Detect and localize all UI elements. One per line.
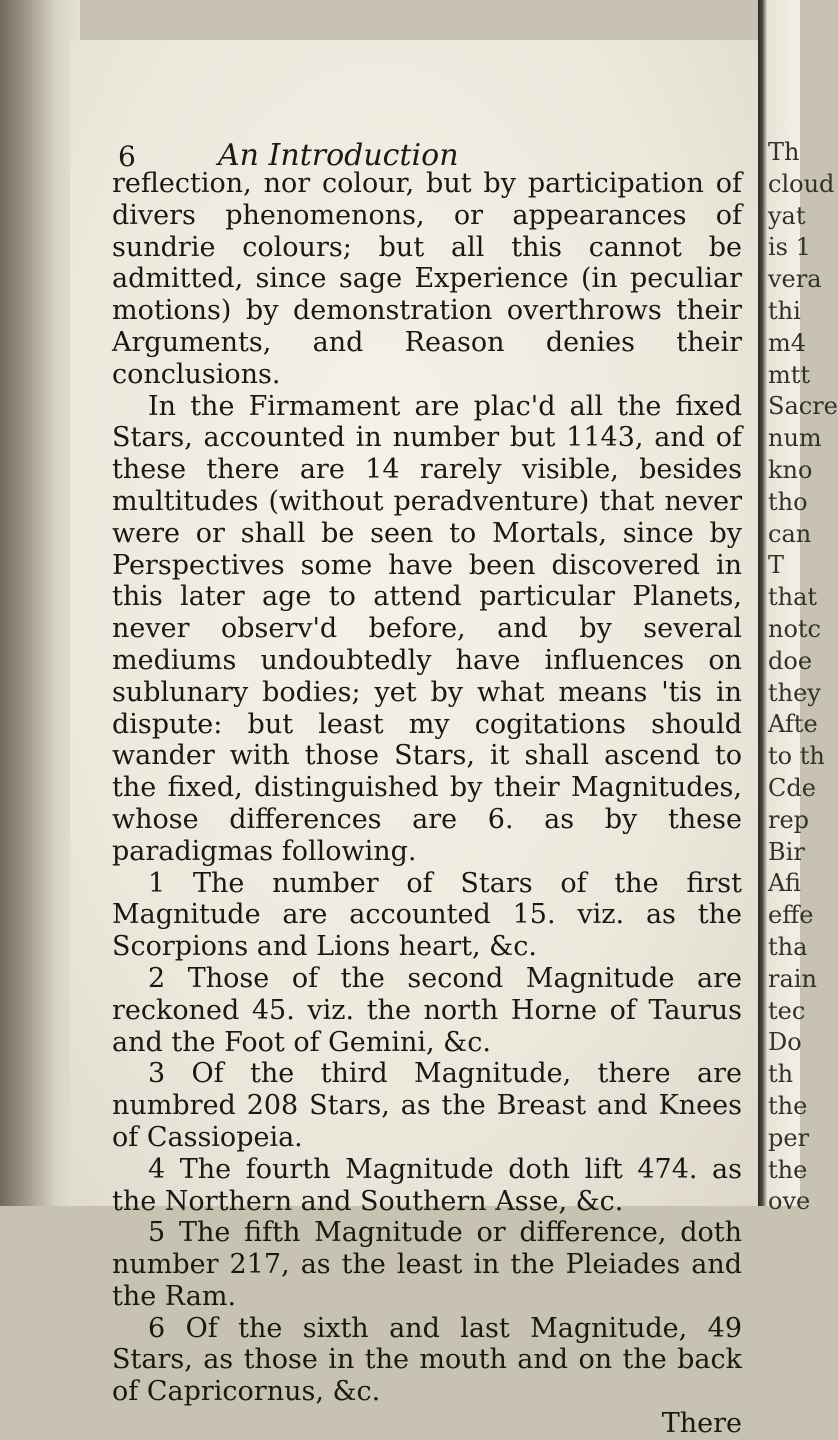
facing-page-fragment: num bbox=[768, 424, 822, 453]
paragraph: 1 The number of Stars of the first Magnitude are accounted 15. viz. as the Scorpions and Lions heart, &c. bbox=[112, 867, 742, 963]
paragraph: In the Firmament are plac'd all the fixed Stars, accounted in number but 1143, and of these there are 14 rarely visible, besides multitudes (without peradventure) that never were or shall be seen to Mortals, since by Perspectives some have been discovered in this later age to attend particular Planets, never observ'd before, and by several mediums undoubtedly have influences on sublunary bodies; yet by what means 'tis in dispute: but least my cogitations should wander with those Stars, it shall ascend to the fixed, distinguished by their Magnitudes, whose differences are 6. as by these paradigmas following. bbox=[112, 390, 742, 867]
facing-page-fragment: T bbox=[768, 551, 785, 580]
facing-page-fragment: thi bbox=[768, 297, 801, 325]
paragraph: 2 Those of the second Magnitude are reckoned 45. viz. the north Horne of Taurus and the Foot of Gemini, &c. bbox=[112, 962, 742, 1058]
facing-page-fragment: Th bbox=[768, 138, 800, 166]
catchword: There bbox=[661, 1408, 742, 1440]
facing-page-fragment: can bbox=[768, 519, 812, 548]
body-text bbox=[112, 168, 742, 1440]
facing-page-fragment: Afte bbox=[768, 710, 818, 739]
facing-page-fragment: Sacre bbox=[768, 392, 838, 421]
facing-page-fragment: vera bbox=[768, 265, 822, 294]
facing-page-fragment: rep bbox=[768, 805, 810, 834]
facing-page-fragment: tha bbox=[768, 933, 808, 961]
facing-page-fragment: they bbox=[768, 678, 821, 707]
paragraph: reflection, nor colour, but by participation of divers phenomenons, or appearances of sundrie colours; but all this cannot be admitted, since sage Experience (in peculiar motions) by demonstration overthrows their Arguments, and Reason denies their conclusions. bbox=[112, 168, 742, 390]
facing-page-fragment: notc bbox=[768, 615, 821, 643]
paragraph: 3 Of the third Magnitude, there are numbred 208 Stars, as the Breast and Knees of Cassiopeia. bbox=[112, 1058, 742, 1153]
facing-page-fragment: doe bbox=[768, 646, 813, 675]
facing-page-fragment: ove bbox=[768, 1187, 811, 1216]
running-title: An Introduction bbox=[218, 138, 459, 173]
facing-page-fragment: tho bbox=[768, 487, 808, 516]
facing-page-fragment: is 1 bbox=[768, 233, 811, 262]
facing-page-fragment: Do bbox=[768, 1028, 802, 1057]
page-number: 6 bbox=[118, 140, 136, 173]
facing-page-fragment: to th bbox=[768, 742, 825, 771]
facing-page-fragment: th bbox=[768, 1060, 794, 1089]
paragraph: 6 Of the sixth and last Magnitude, 49 Stars, as those in the mouth and on the back of Capricornus, &c. bbox=[112, 1312, 742, 1408]
facing-page-fragment: rain bbox=[768, 964, 817, 993]
facing-page-fragment: effe bbox=[768, 901, 814, 930]
facing-page-fragment: m4 bbox=[768, 328, 807, 357]
facing-page-fragment: Cde bbox=[768, 774, 816, 802]
facing-page-fragment: Bir bbox=[768, 837, 805, 866]
facing-page-fragment: yat bbox=[768, 201, 806, 230]
facing-page-fragment: the bbox=[768, 1155, 808, 1184]
facing-page-fragment: Afi bbox=[768, 869, 801, 898]
facing-page-fragment: cloud bbox=[768, 169, 835, 198]
paragraph: 4 The fourth Magnitude doth lift 474. as the Northern and Southern Asse, &c. bbox=[112, 1153, 742, 1217]
facing-page-fragment: tec bbox=[768, 996, 806, 1025]
facing-page-fragment: kno bbox=[768, 456, 813, 484]
paragraph: 5 The fifth Magnitude or difference, doth number 217, as the least in the Pleiades and the Ram. bbox=[112, 1217, 742, 1312]
binding-gutter bbox=[0, 0, 80, 1206]
facing-page-fragment: that bbox=[768, 583, 818, 612]
facing-page-fragment: the bbox=[768, 1092, 808, 1120]
facing-page-edge bbox=[758, 0, 838, 1216]
facing-page-fragment: mtt bbox=[768, 360, 811, 389]
facing-page-fragment: per bbox=[768, 1123, 810, 1152]
